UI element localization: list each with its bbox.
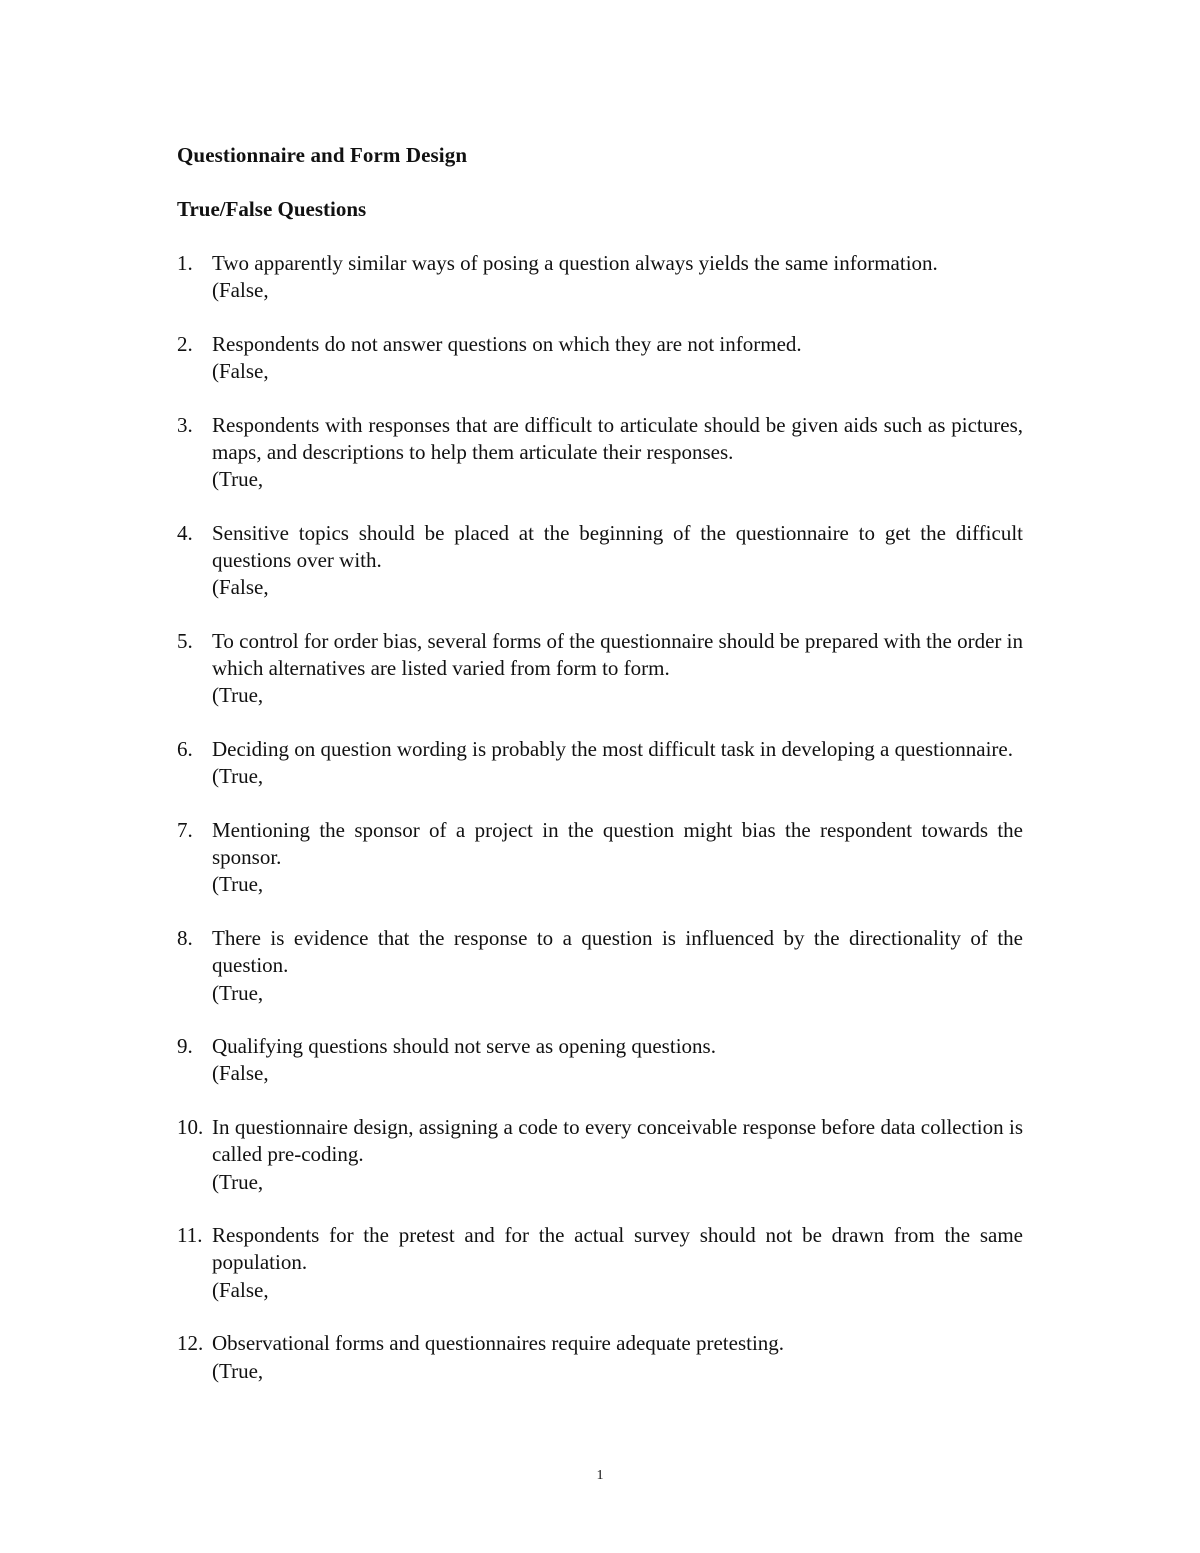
question-answer: (True, [212,467,264,492]
question-number: 5. [177,629,193,654]
question-item [177,1114,1023,1196]
question-text: In questionnaire design, assigning a code to every conceivable response before data collection is called pre-coding. [212,1115,1023,1167]
question-answer: (False, [212,278,269,303]
question-answer: (True, [212,1169,264,1194]
question-text: Sensitive topics should be placed at the beginning of the questionnaire to get the difficult questions over with. [212,520,1023,573]
question-answer: (True, [212,980,264,1005]
question-text: Two apparently similar ways of posing a question always yields the same information. [212,251,938,275]
question-number: 4. [177,520,193,545]
question-text: To control for order bias, several forms of the questionnaire should be prepared with the order in which alternatives are listed varied from form to form. [212,629,1023,681]
question-list [177,250,1023,1411]
question-text: Mentioning the sponsor of a project in the question might bias the respondent towards the sponsor. [212,818,1023,870]
question-text: Respondents with responses that are difficult to articulate should be given aids such as pictures, maps, and descriptions to help them articulate their responses. [212,412,1023,465]
question-answer: (False, [212,1277,269,1302]
question-answer: (True, [212,683,264,708]
question-text: Qualifying questions should not serve as opening questions. [212,1034,716,1059]
question-item [177,520,1023,602]
question-number: 12. [177,1331,204,1356]
question-text: Observational forms and questionnaires require adequate pretesting. [212,1331,785,1356]
question-answer: (True, [212,872,264,897]
question-number: 6. [177,737,193,762]
question-item [177,736,1023,790]
question-number: 2. [177,331,193,356]
question-item [177,412,1023,494]
question-item [177,1033,1023,1087]
question-answer: (True, [212,764,264,789]
question-item [177,250,1023,304]
question-item [177,817,1023,899]
question-number: 3. [177,412,193,437]
question-answer: (False, [212,575,269,600]
document-title: Questionnaire and Form Design [177,143,468,167]
section-heading: True/False Questions [177,197,367,221]
question-number: 10. [177,1115,204,1140]
question-text: Respondents for the pretest and for the actual survey should not be drawn from the same population. [212,1223,1023,1275]
page-number: 1 [596,1468,604,1483]
question-item [177,1330,1023,1384]
question-answer: (False, [212,1061,269,1086]
question-answer: (False, [212,359,269,384]
question-item [177,1222,1023,1304]
question-number: 9. [177,1034,193,1059]
question-item [177,628,1023,710]
question-item [177,925,1023,1007]
question-text: Deciding on question wording is probably the most difficult task in developing a questionnaire. [212,737,1013,762]
question-item [177,331,1023,385]
question-number: 1. [177,251,193,275]
question-number: 11. [177,1223,203,1248]
question-answer: (True, [212,1358,264,1383]
question-text: Respondents do not answer questions on which they are not informed. [212,331,802,356]
question-number: 8. [177,926,193,951]
question-text: There is evidence that the response to a question is influenced by the directionality of the question. [212,926,1023,978]
question-number: 7. [177,818,193,843]
